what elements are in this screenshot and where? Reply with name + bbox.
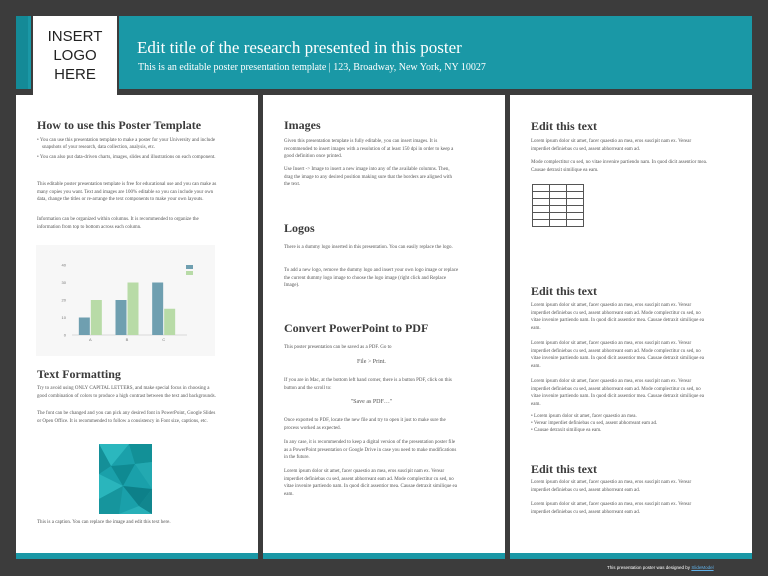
- footer-credit: [607, 565, 714, 570]
- legend-swatch: [186, 265, 193, 269]
- file-print-instruction[interactable]: File > Print.: [357, 359, 386, 365]
- how-to-bullet-list[interactable]: [37, 137, 217, 161]
- chart-bar: [152, 283, 163, 336]
- logo-line: HERE: [54, 66, 96, 83]
- logo-placeholder[interactable]: [31, 16, 119, 95]
- section-heading-edit-3[interactable]: Edit this text: [531, 462, 597, 476]
- column-middle: [263, 95, 505, 559]
- chart-bar: [128, 283, 139, 336]
- logo-line: LOGO: [53, 47, 97, 64]
- column-right: [510, 95, 752, 559]
- poster-title[interactable]: Edit title of the research presented in this poster: [137, 38, 462, 57]
- logos-paragraph-2[interactable]: To add a new logo, remove the dummy logo and insert your own logo image or replace the current dummy logo image to choose the logo image (right click and Replace Image).: [284, 268, 459, 288]
- footer-credit-text: This presentation poster was designed by: [607, 565, 691, 570]
- convert-paragraph-3[interactable]: Once exported to PDF, locate the new file and try to open it just to make sure the process worked as expected.: [284, 418, 446, 431]
- text-formatting-paragraph-1[interactable]: Try to avoid using ONLY CAPITAL LETTERS, and make special focus in choosing a good combination of colors to produce a high contrast between the text and backgrounds.: [37, 386, 216, 399]
- convert-paragraph-5[interactable]: Lorem ipsum dolor sit amet, facer quaestio an mea, eros suscipit nam ex. Verear imperdiet definiebas cu sed, assent abhorreant eam ad. Mode complectitur cu sed, no vitae invenire partiendo nam. In quod dicit assentior mea. Causae detraxit similique ea eam.: [284, 469, 458, 497]
- legend-swatch: [186, 271, 193, 275]
- convert-paragraph-1[interactable]: This poster presentation can be saved as a PDF. Go to: [284, 345, 392, 350]
- y-tick-label: 0: [63, 332, 66, 338]
- images-paragraph-2[interactable]: Use Insert -> Image to insert a new image into any of the available columns. Then, drag the image to any desired position making sure that the borders are aligned with the text.: [284, 167, 453, 187]
- table-row: [533, 185, 584, 192]
- x-tick-label: A: [88, 337, 92, 342]
- column-accent-bar: [16, 553, 258, 559]
- how-to-paragraph-2[interactable]: Information can be organized within columns. It is recommended to organize the information from top to bottom across each column.: [37, 217, 199, 230]
- image-caption[interactable]: This is a caption. You can replace the image and edit this text here.: [37, 520, 171, 525]
- table-row: [533, 213, 584, 220]
- edit3-paragraph-2[interactable]: Lorem ipsum dolor sit amet, facer quaestio an mea, eros suscipit nam ex. Verear imperdiet definiebas cu sed, assent abhorreant eam ad.: [531, 502, 692, 515]
- save-as-pdf-instruction[interactable]: "Save as PDF…": [350, 399, 393, 405]
- y-tick-label: 40: [61, 262, 66, 268]
- chart-bar: [91, 300, 102, 335]
- table-row: [533, 199, 584, 206]
- section-heading-logos[interactable]: Logos: [284, 221, 315, 235]
- bar-chart[interactable]: [36, 245, 215, 356]
- header-accent-stripe: [16, 16, 28, 89]
- table-row: [533, 192, 584, 199]
- table-row: [533, 206, 584, 213]
- y-tick-label: 20: [61, 297, 66, 303]
- images-paragraph-1[interactable]: Given this presentation template is fully editable, you can insert images. It is recommended to insert images with a resolution of at least 150 dpi in order to keep a good definition once printed.: [284, 139, 454, 159]
- chart-bar: [116, 300, 127, 335]
- column-left: [16, 95, 258, 559]
- edit1-paragraph-1[interactable]: Lorem ipsum dolor sit amet, facer quaestio an mea, eros suscipit nam ex. Verear imperdiet definiebas cu sed, assent abhorreant eam ad.: [531, 139, 692, 152]
- column-accent-bar: [510, 553, 752, 559]
- chart-bar: [79, 318, 90, 336]
- list-item: • You can use this presentation template to make a poster for your University and include snapshots of your research, data collection, analysis, etc.: [37, 138, 216, 150]
- section-heading-edit-2[interactable]: Edit this text: [531, 284, 597, 298]
- edit2-paragraph-2[interactable]: Lorem ipsum dolor sit amet, facer quaestio an mea, eros suscipit nam ex. Verear imperdiet definiebas cu sed, assent abhorreant eam ad. Mode complectitur cu sed, no vitae invenire partiendo nam. In quod dicit assentior mea. Causae detraxit similique ea eam.: [531, 341, 705, 369]
- edit2-paragraph-3[interactable]: Lorem ipsum dolor sit amet, facer quaestio an mea, eros suscipit nam ex. Verear imperdiet definiebas cu sed, assent abhorreant eam ad. Mode complectitur cu sed, no vitae invenire partiendo nam. In quod dicit assentior mea. Causae detraxit similique ea eam.: [531, 379, 705, 407]
- section-heading-edit-1[interactable]: Edit this text: [531, 119, 597, 133]
- data-table[interactable]: [532, 184, 584, 227]
- how-to-paragraph-1[interactable]: This editable poster presentation template is free for educational use and you can make as many copies you want. Text and images are 100% editable so you can include your own data, change the titles or re-arrange the text components to make your own layouts.: [37, 182, 217, 202]
- poster-subtitle[interactable]: This is an editable poster presentation template | 123, Broadway, New York, NY 10027: [138, 62, 486, 73]
- convert-paragraph-2[interactable]: If you are in Mac, at the bottom left hand corner, there is a button PDF, click on this button and the scroll to:: [284, 378, 452, 391]
- edit2-bullet-list[interactable]: [531, 413, 709, 434]
- edit3-paragraph-1[interactable]: Lorem ipsum dolor sit amet, facer quaestio an mea, eros suscipit nam ex. Verear imperdiet definiebas cu sed, assent abhorreant eam ad.: [531, 480, 692, 493]
- bar-chart-svg: [36, 245, 215, 356]
- x-tick-label: C: [162, 337, 166, 342]
- y-tick-label: 10: [61, 315, 66, 320]
- footer-credit-link[interactable]: SlideModel: [691, 565, 714, 570]
- convert-paragraph-4[interactable]: In any case, it is recommended to keep a digital version of the presentation poster file as a PowerPoint presentation or Google Drive in case you need to make modifications in the future.: [284, 440, 457, 460]
- placeholder-image[interactable]: [99, 444, 152, 514]
- column-accent-bar: [263, 553, 505, 559]
- list-item: • Causae detraxit similique ea eam.: [531, 428, 602, 433]
- chart-bar: [164, 309, 175, 335]
- logos-paragraph-1[interactable]: There is a dummy logo inserted in this presentation. You can easily replace the logo.: [284, 245, 453, 250]
- list-item: • Lorem ipsum dolor sit amet, facer quaestio an mea.: [531, 414, 637, 419]
- text-formatting-paragraph-2[interactable]: The font can be changed and you can pick any desired font in PowerPoint, Google Slides or Open Office. It is recommended to follow a consistency in Font size, captions, etc.: [37, 411, 216, 424]
- edit2-paragraph-1[interactable]: Lorem ipsum dolor sit amet, facer quaestio an mea, eros suscipit nam ex. Verear imperdiet definiebas cu sed, assent abhorreant eam ad. Mode complectitur cu sed, no vitae invenire partiendo nam. In quod dicit assentior mea. Causae detraxit similique ea eam.: [531, 303, 705, 331]
- table-row: [533, 220, 584, 227]
- logo-line: INSERT: [47, 28, 103, 45]
- list-item: • Verear imperdiet definiebas cu sed, assent abhorreant eam ad.: [531, 421, 658, 426]
- section-heading-text-formatting[interactable]: Text Formatting: [37, 367, 121, 381]
- section-heading-images[interactable]: Images: [284, 118, 321, 132]
- edit1-paragraph-2[interactable]: Mode complectitur cu sed, no vitae invenire partiendo nam. In quod dicit assentior mea. Causae detraxit similique ea eam.: [531, 160, 708, 173]
- x-tick-label: B: [125, 337, 129, 342]
- section-heading-how-to-use[interactable]: How to use this Poster Template: [37, 118, 202, 132]
- list-item: • You can also put data-driven charts, images, slides and illustrations on each component.: [37, 155, 216, 160]
- section-heading-convert-pdf[interactable]: Convert PowerPoint to PDF: [284, 321, 429, 335]
- y-tick-label: 30: [61, 280, 66, 285]
